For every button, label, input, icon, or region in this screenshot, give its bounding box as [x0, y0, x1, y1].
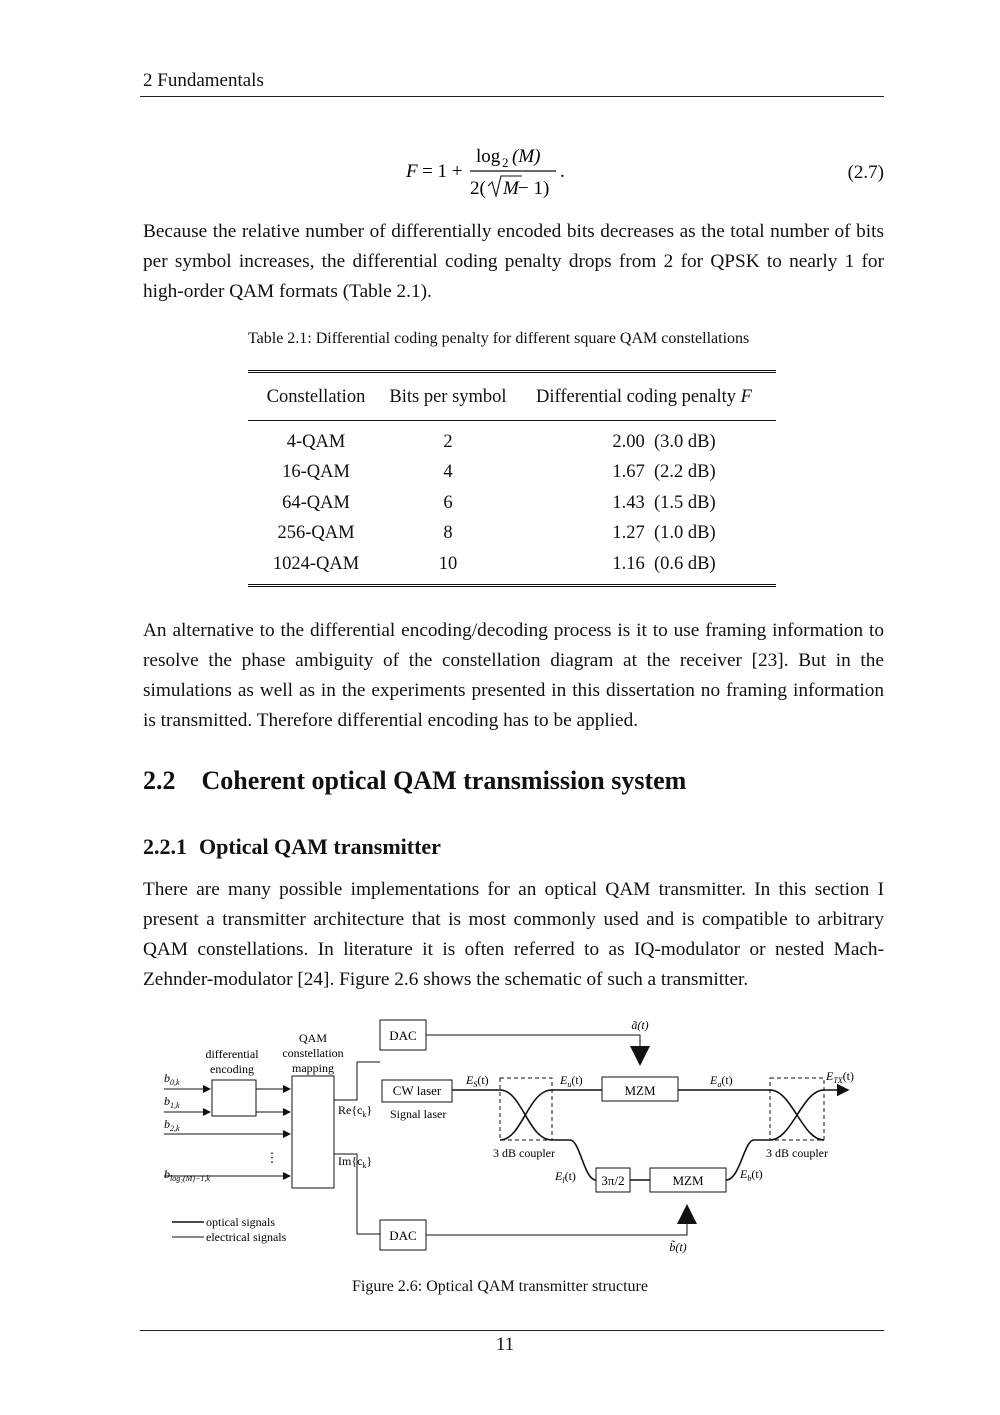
table-row	[248, 421, 776, 458]
left-coupler-upper	[500, 1090, 602, 1140]
input-b1-label: $b_{1,k}$	[164, 1094, 180, 1110]
page-number: 11	[495, 1334, 515, 1355]
cell-bits: 6	[443, 492, 453, 513]
right-coupler-box	[770, 1078, 824, 1140]
table-row	[248, 519, 776, 550]
eq-log-arg: (M)	[512, 146, 541, 167]
b-t-label: b̃(t)	[669, 1240, 687, 1254]
left-coupler-lower	[500, 1090, 596, 1180]
mzm-top-drive-arrow	[630, 1046, 650, 1066]
header-rule	[140, 96, 884, 97]
re-line	[334, 1062, 380, 1100]
eq-log-sub: 2	[502, 155, 509, 170]
subsection-title: Optical QAM transmitter	[199, 834, 441, 859]
subsection-number: 2.2.1	[143, 834, 187, 859]
etx-label: $E_{TX}(t)$	[826, 1069, 855, 1085]
eq-den-lead: 2(	[470, 178, 486, 199]
equation-number: (2.7)	[847, 162, 884, 183]
cell-bits: 4	[443, 462, 453, 483]
eu-label: $E_u(t)$	[560, 1073, 583, 1089]
figure-caption: Figure 2.6: Optical QAM transmitter structure	[352, 1278, 648, 1295]
eq-trailing: .	[560, 161, 565, 182]
dac-bottom-label: DAC	[389, 1228, 417, 1243]
eq-den-root: M	[503, 178, 519, 199]
coupler-left-label: 3 dB coupler	[493, 1146, 555, 1160]
cell-constellation: 256-QAM	[277, 523, 355, 544]
dac-top-line	[426, 1035, 640, 1046]
qam-mapping-box	[292, 1076, 334, 1188]
paragraph-1: Because the relative number of differentially encoded bits decreases as the total number of bits per symbol increases, the differential coding penalty drops from 2 for QPSK to nearly 1 for high-order QAM formats (Table 2.1).	[143, 221, 884, 302]
diff-enc-label-2: encoding	[210, 1062, 254, 1076]
table-header-row	[248, 372, 776, 421]
qam-label-3: mapping	[292, 1061, 334, 1075]
eq-den-tail: − 1)	[518, 178, 550, 199]
signal-laser-label: Signal laser	[390, 1107, 447, 1121]
cell-constellation: 4-QAM	[286, 431, 346, 452]
eb-label: $E_b(t)$	[740, 1167, 763, 1183]
mzm-bottom-drive-arrow	[677, 1204, 697, 1224]
es-label: $E_S(t)$	[466, 1073, 489, 1089]
cell-bits: 8	[443, 523, 453, 544]
section-title: Coherent optical QAM transmission system	[201, 766, 687, 795]
table-row	[248, 488, 776, 519]
cell-bits: 2	[443, 431, 453, 452]
im-label: $Im\{c_k\}$	[338, 1154, 373, 1170]
mzm-top-label: MZM	[624, 1083, 656, 1098]
footer-rule	[140, 1330, 884, 1331]
vdots: ⋮	[265, 1150, 279, 1165]
paragraph-2: An alternative to the differential encoding/decoding process is it to use framing information to resolve the phase ambiguity of the constellation diagram at the receiver [23]. But in the simulations as well as in the experiments presented in this dissertation no framing information is transmitted. Therefore differential encoding has to be applied.	[143, 620, 884, 731]
eq-equals: = 1 +	[422, 161, 463, 182]
paragraph-3: There are many possible implementations for an optical QAM transmitter. In this section I present a transmitter architecture that is most commonly used and is compatible to arbitrary QAM constellations. In literature it is often referred to as IQ-modulator or nested Mach-Zehnder-modulator [24]. Figure 2.6 shows the schematic of such a transmitter.	[143, 879, 884, 990]
cell-penalty: 1.67 (2.2 dB)	[612, 462, 716, 483]
dac-top-label: DAC	[389, 1028, 417, 1043]
qam-label-1: QAM	[298, 1031, 328, 1045]
cell-penalty: 1.27 (1.0 dB)	[612, 523, 716, 544]
cell-constellation: 16-QAM	[282, 462, 350, 483]
section-heading	[143, 766, 686, 796]
input-b0-label: $b_{0,k}$	[164, 1071, 180, 1087]
legend-optical-label: optical signals	[206, 1215, 275, 1229]
col-bits: Bits per symbol	[384, 372, 512, 421]
eq-lhs: F	[406, 161, 418, 182]
cell-constellation: 64-QAM	[282, 492, 350, 513]
penalty-table	[248, 370, 776, 587]
table-row	[248, 458, 776, 489]
col-constellation: Constellation	[248, 372, 384, 421]
el-label: $E_l(t)$	[555, 1169, 576, 1185]
cell-penalty: 1.43 (1.5 dB)	[612, 492, 716, 513]
cell-penalty: 2.00 (3.0 dB)	[612, 431, 716, 452]
section-number: 2.2	[143, 766, 176, 795]
re-label: $Re\{c_k\}$	[338, 1103, 373, 1119]
cw-laser-label: CW laser	[392, 1083, 442, 1098]
cell-constellation: 1024-QAM	[248, 549, 384, 585]
qam-label-2: constellation	[282, 1046, 344, 1060]
cell-penalty: 1.16 (0.6 dB)	[512, 549, 776, 585]
subsection-heading	[143, 834, 441, 860]
dac-bottom-line	[426, 1224, 687, 1235]
ea-label: $E_a(t)$	[710, 1073, 733, 1089]
phase-label: 3π/2	[601, 1173, 625, 1188]
mzm-bottom-label: MZM	[672, 1173, 704, 1188]
running-header: 2 Fundamentals	[143, 70, 264, 91]
diff-encoding-box	[212, 1080, 256, 1116]
eq-log: log	[476, 146, 501, 167]
transmitter-diagram	[150, 1010, 870, 1260]
table-caption: Table 2.1: Differential coding penalty for different square QAM constellations	[248, 330, 750, 347]
coupler-right-label: 3 dB coupler	[766, 1146, 828, 1160]
table-row	[248, 549, 776, 585]
cell-bits: 10	[384, 549, 512, 585]
diff-enc-label-1: differential	[205, 1047, 259, 1061]
equation-2-7	[400, 140, 600, 204]
col-penalty: Differential coding penalty F	[512, 372, 776, 421]
a-t-label: ã(t)	[631, 1018, 649, 1032]
left-coupler-box	[500, 1078, 552, 1140]
input-blog-label: $b_{log_2(M)-1,k}$	[164, 1167, 210, 1183]
legend-electrical-label: electrical signals	[206, 1230, 287, 1244]
input-b2-label: $b_{2,k}$	[164, 1117, 180, 1133]
